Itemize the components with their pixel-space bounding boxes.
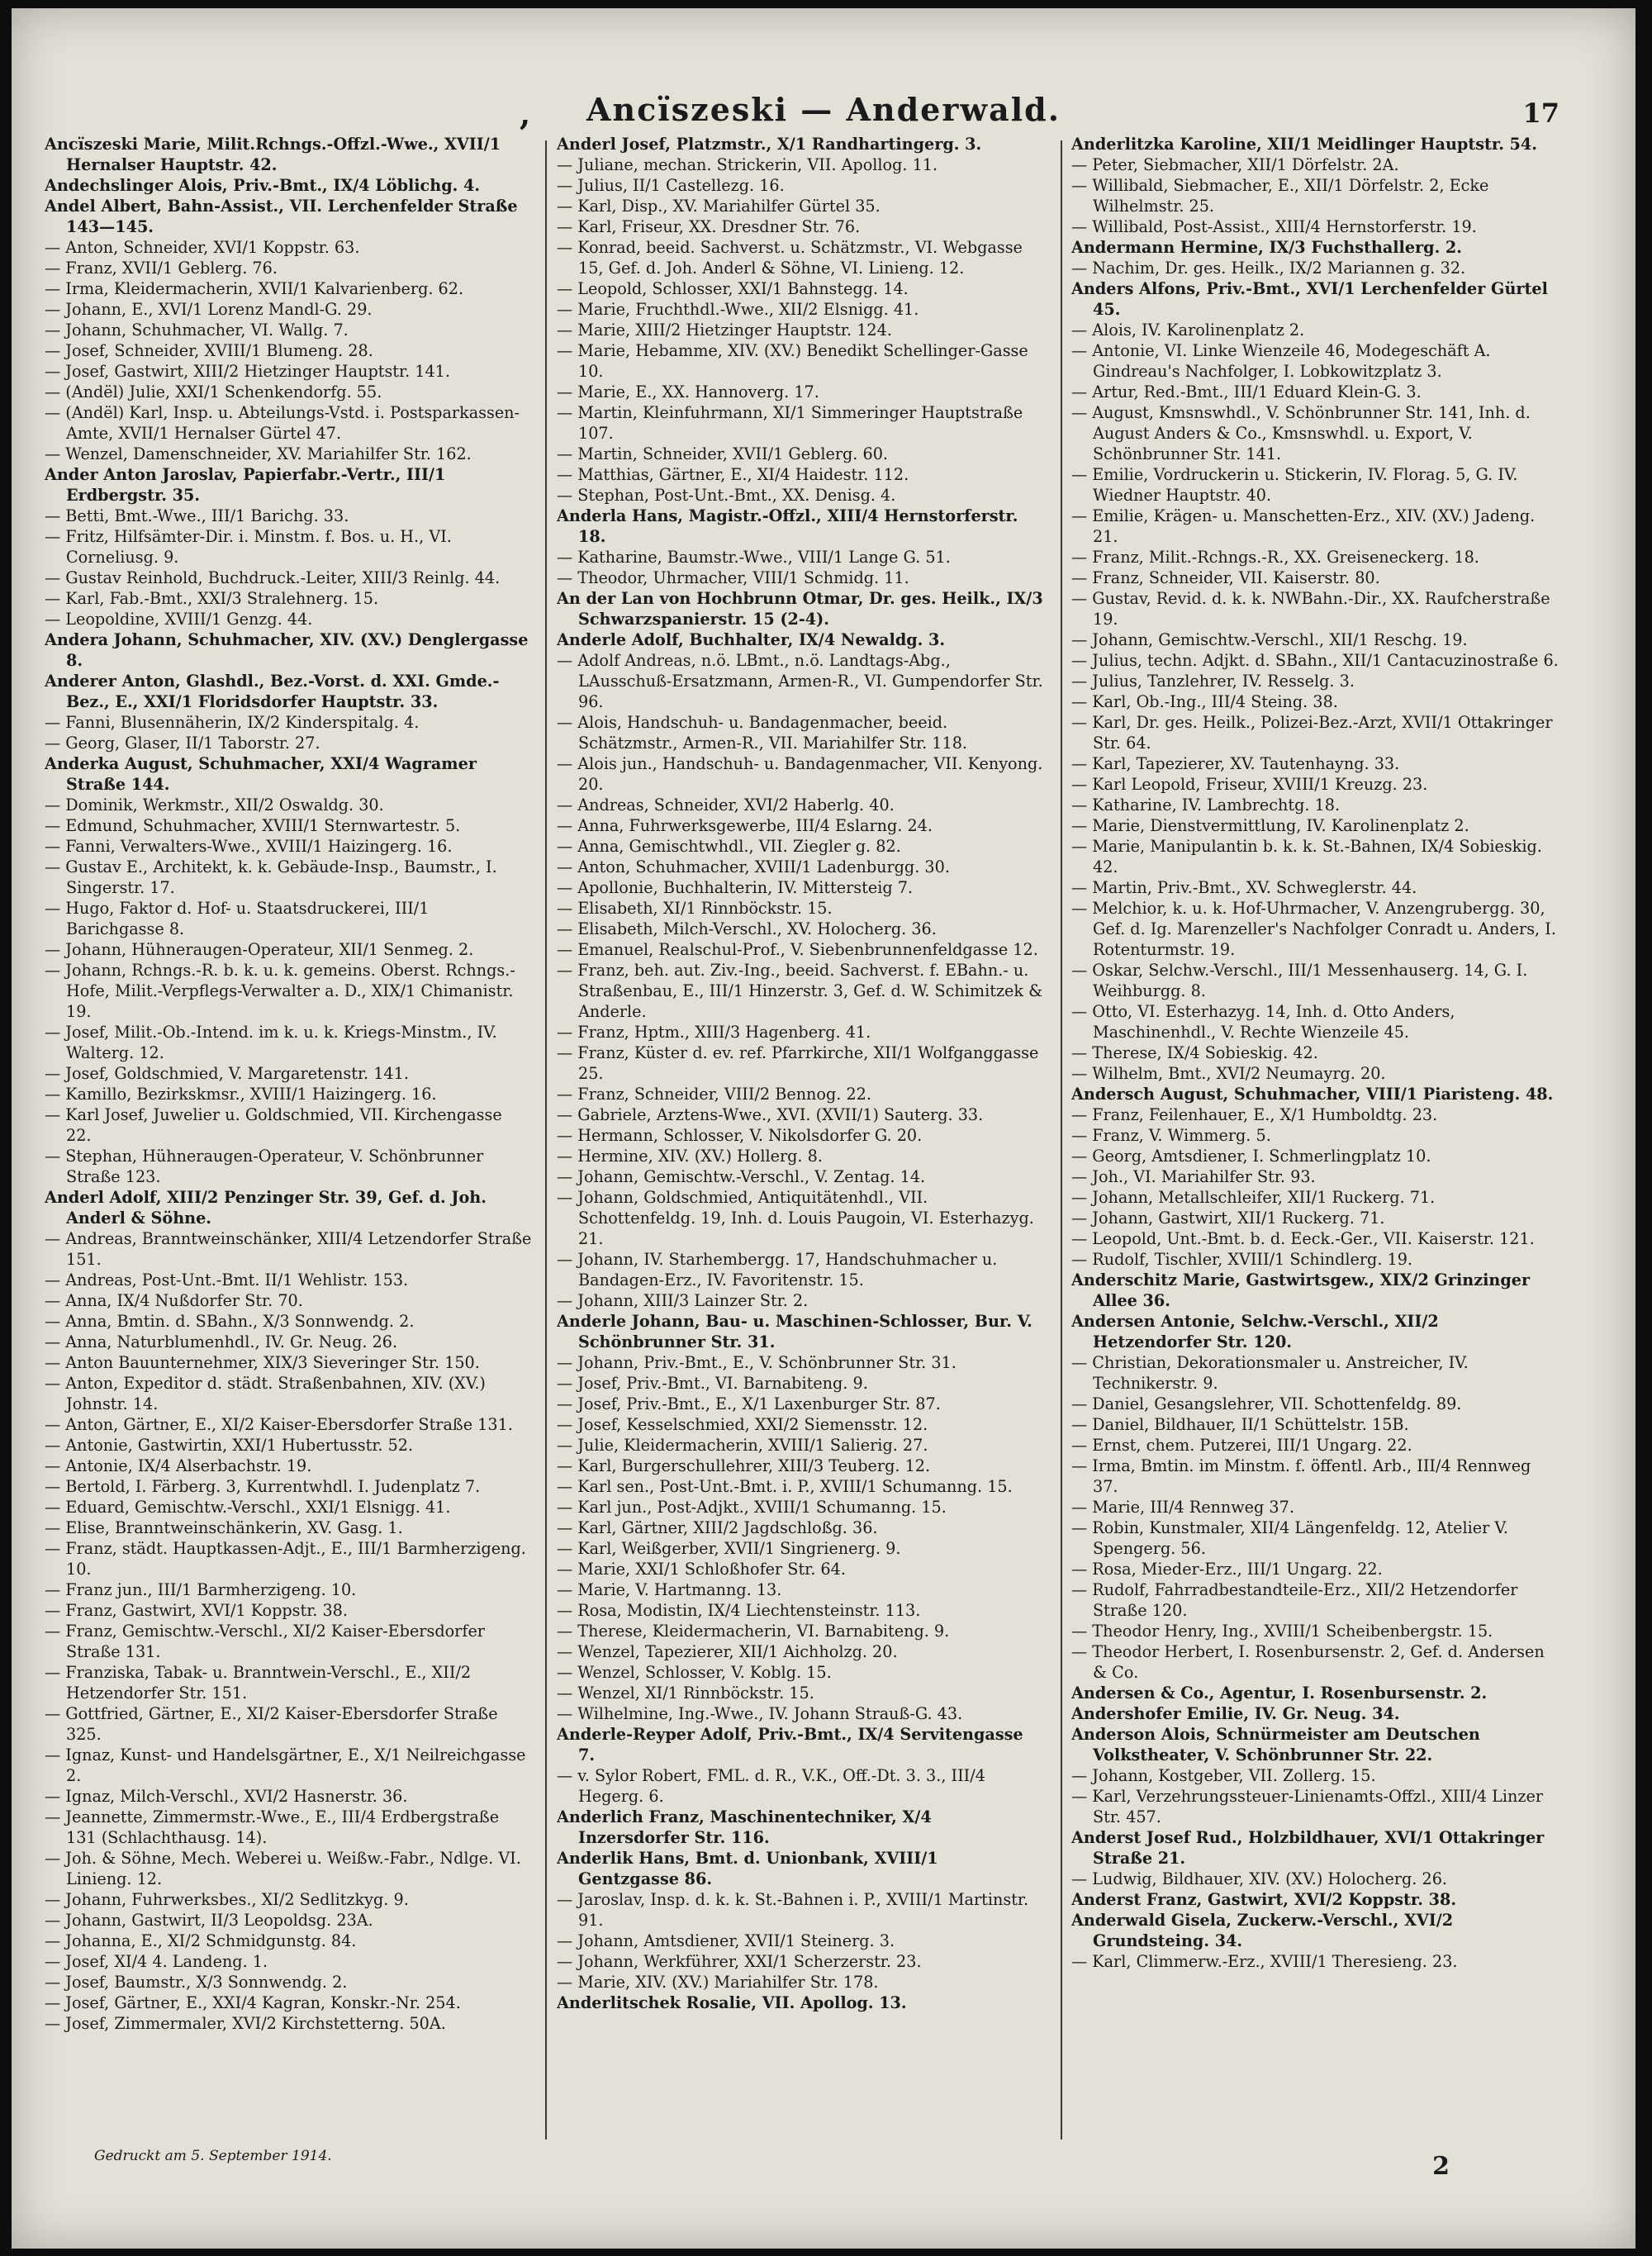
directory-subentry: — August, Kmsnswhdl., V. Schönbrunner Str. 141, Inh. d. August Anders & Co., Kmsnswhdl. u. Export, V. Schönbrunner Str. 141. <box>1071 403 1531 463</box>
directory-subentry: — Andreas, Branntweinschänker, XIII/4 Letzendorfer Straße 151. <box>45 1229 532 1269</box>
directory-subentry: — Marie, Fruchthdl.-Wwe., XII/2 Elsnigg. 41. <box>557 300 919 319</box>
directory-subentry: — Franz, beh. aut. Ziv.-Ing., beeid. Sachverst. f. EBahn.- u. Straßenbau, E., III/1 Hinzerstr. 3, Gef. d. W. Schimitzek & Anderle. <box>557 961 1043 1021</box>
directory-subentry: — Franziska, Tabak- u. Branntwein-Verschl., E., XII/2 Hetzendorfer Str. 151. <box>45 1663 472 1703</box>
directory-entry: Anderlitzka Karoline, XII/1 Meidlinger Hauptstr. 54. <box>1071 135 1537 154</box>
directory-subentry: — Franz, Küster d. ev. ref. Pfarrkirche, XII/1 Wolfganggasse 25. <box>557 1043 1039 1083</box>
directory-subentry: — Theodor Herbert, I. Rosenbursenstr. 2, Gef. d. Andersen & Co. <box>1071 1642 1545 1682</box>
directory-subentry: — Karl, Ob.-Ing., III/4 Steing. 38. <box>1071 692 1338 711</box>
directory-entry: Anders Alfons, Priv.-Bmt., XVI/1 Lerchenfelder Gürtel 45. <box>1071 279 1548 319</box>
directory-subentry: — Fanni, Verwalters-Wwe., XVIII/1 Haizingerg. 16. <box>45 837 453 856</box>
directory-subentry: — Josef, Goldschmied, V. Margaretenstr. 141. <box>45 1064 409 1083</box>
directory-subentry: — Marie, XXI/1 Schloßhofer Str. 64. <box>557 1560 846 1579</box>
directory-subentry: — Oskar, Selchw.-Verschl., III/1 Messenhauserg. 14, G. I. Weihburgg. 8. <box>1071 961 1528 1000</box>
directory-subentry: — Anton, Gärtner, E., XI/2 Kaiser-Ebersdorfer Straße 131. <box>45 1415 513 1434</box>
directory-column-1 <box>45 134 532 2149</box>
directory-subentry: — Anton, Expeditor d. städt. Straßenbahnen, XIV. (XV.) Johnstr. 14. <box>45 1374 486 1413</box>
directory-subentry: — Anna, Naturblumenhdl., IV. Gr. Neug. 26. <box>45 1332 398 1351</box>
directory-entry: Anderwald Gisela, Zuckerw.-Verschl., XVI/2 Grundsteing. 34. <box>1071 1911 1454 1950</box>
header-left-mark: , <box>520 95 531 132</box>
directory-subentry: — Hermann, Schlosser, V. Nikolsdorfer G. 20. <box>557 1126 923 1145</box>
directory-subentry: — Karl, Friseur, XX. Dresdner Str. 76. <box>557 217 861 236</box>
directory-subentry: — Jeannette, Zimmermstr.-Wwe., E., III/4 Erdbergstraße 131 (Schlachthausg. 14). <box>45 1807 500 1847</box>
directory-subentry: — Marie, Manipulantin b. k. k. St.-Bahnen, IX/4 Sobieskig. 42. <box>1071 837 1542 876</box>
directory-subentry: — Ernst, chem. Putzerei, III/1 Ungarg. 22. <box>1071 1436 1412 1455</box>
directory-subentry: — Otto, VI. Esterhazyg. 14, Inh. d. Otto Anders, Maschinenhdl., V. Rechte Wienzeile 45. <box>1071 1002 1455 1042</box>
directory-subentry: — Apollonie, Buchhalterin, IV. Mittersteig 7. <box>557 878 914 897</box>
directory-entry: Andechslinger Alois, Priv.-Bmt., IX/4 Löblichg. 4. <box>45 176 480 195</box>
directory-subentry: — Marie, Dienstvermittlung, IV. Karolinenplatz 2. <box>1071 816 1469 835</box>
directory-subentry: — Franz, Schneider, VII. Kaiserstr. 80. <box>1071 568 1380 587</box>
directory-subentry: — Irma, Kleidermacherin, XVII/1 Kalvarienberg. 62. <box>45 279 464 298</box>
directory-subentry: — Johanna, E., XI/2 Schmidgunstg. 84. <box>45 1931 357 1950</box>
directory-entry: An der Lan von Hochbrunn Otmar, Dr. ges. Heilk., IX/3 Schwarzspanierstr. 15 (2-4). <box>557 589 1043 629</box>
directory-entry: Andel Albert, Bahn-Assist., VII. Lerchenfelder Straße 143—145. <box>45 197 518 236</box>
directory-subentry: — Johann, Gemischtw.-Verschl., V. Zentag. 14. <box>557 1167 926 1186</box>
print-date: Gedruckt am 5. September 1914. <box>94 2148 332 2164</box>
directory-subentry: — Johann, Schuhmacher, VI. Wallg. 7. <box>45 321 349 340</box>
directory-entry: Ander Anton Jaroslav, Papierfabr.-Vertr., III/1 Erdbergstr. 35. <box>45 465 446 505</box>
directory-subentry: — Johann, Werkführer, XXI/1 Scherzerstr. 23. <box>557 1952 922 1971</box>
directory-subentry: — Eduard, Gemischtw.-Verschl., XXI/1 Elsnigg. 41. <box>45 1498 451 1517</box>
directory-subentry: — Wilhelmine, Ing.-Wwe., IV. Johann Strauß-G. 43. <box>557 1704 963 1723</box>
directory-subentry: — Stephan, Hühneraugen-Operateur, V. Schönbrunner Straße 123. <box>45 1147 484 1186</box>
column-divider <box>1061 140 1062 2140</box>
directory-subentry: — Karl, Disp., XV. Mariahilfer Gürtel 35. <box>557 197 881 216</box>
directory-entry: Anderl Adolf, XIII/2 Penzinger Str. 39, Gef. d. Joh. Anderl & Söhne. <box>45 1188 487 1228</box>
directory-subentry: — Jaroslav, Insp. d. k. k. St.-Bahnen i. P., XVIII/1 Martinstr. 91. <box>557 1890 1029 1930</box>
directory-subentry: — Johann, Hühneraugen-Operateur, XII/1 Senmeg. 2. <box>45 940 474 959</box>
directory-entry: Andermann Hermine, IX/3 Fuchsthallerg. 2. <box>1071 238 1462 257</box>
directory-subentry: — Josef, Baumstr., X/3 Sonnwendg. 2. <box>45 1973 348 1992</box>
directory-entry: Andershofer Emilie, IV. Gr. Neug. 34. <box>1071 1704 1400 1723</box>
directory-subentry: — Marie, XIV. (XV.) Mariahilfer Str. 178. <box>557 1973 879 1992</box>
directory-subentry: — Franz, Hptm., XIII/3 Hagenberg. 41. <box>557 1023 871 1042</box>
directory-subentry: — Daniel, Bildhauer, II/1 Schüttelstr. 15B. <box>1071 1415 1409 1434</box>
directory-entry: Andera Johann, Schuhmacher, XIV. (XV.) Denglergasse 8. <box>45 630 529 670</box>
directory-subentry: — Karl, Gärtner, XIII/2 Jagdschloßg. 36. <box>557 1518 878 1537</box>
directory-subentry: — Karl Josef, Juwelier u. Goldschmied, VII. Kirchengasse 22. <box>45 1105 502 1145</box>
directory-subentry: — Karl sen., Post-Unt.-Bmt. i. P., XVIII/1 Schumanng. 15. <box>557 1477 1013 1496</box>
directory-subentry: — Marie, Hebamme, XIV. (XV.) Benedikt Schellinger-Gasse 10. <box>557 341 1028 381</box>
directory-entry: Anderle Johann, Bau- u. Maschinen-Schlosser, Bur. V. Schönbrunner Str. 31. <box>557 1312 1032 1351</box>
directory-subentry: — Peter, Siebmacher, XII/1 Dörfelstr. 2A. <box>1071 155 1399 174</box>
directory-subentry: — Theodor Henry, Ing., XVIII/1 Scheibenbergstr. 15. <box>1071 1622 1493 1641</box>
directory-subentry: — Leopold, Unt.-Bmt. b. d. Eeck.-Ger., VII. Kaiserstr. 121. <box>1071 1229 1535 1248</box>
directory-subentry: — Julius, techn. Adjkt. d. SBahn., XII/1 Cantacuzinostraße 6. <box>1071 651 1559 670</box>
directory-subentry: — Robin, Kunstmaler, XII/4 Längenfeldg. 12, Atelier V. Spengerg. 56. <box>1071 1518 1509 1558</box>
directory-subentry: — Franz, Schneider, VIII/2 Bennog. 22. <box>557 1085 871 1104</box>
directory-subentry: — Willibald, Siebmacher, E., XII/1 Dörfelstr. 2, Ecke Wilhelmstr. 25. <box>1071 176 1489 216</box>
directory-subentry: — Johann, Goldschmied, Antiquitätenhdl., VII. Schottenfeldg. 19, Inh. d. Louis Paugoin, VI. Esterhazyg. 21. <box>557 1188 1034 1248</box>
directory-entry: Anderson Alois, Schnürmeister am Deutschen Volkstheater, V. Schönbrunner Str. 22. <box>1071 1725 1480 1764</box>
directory-subentry: — Konrad, beeid. Sachverst. u. Schätzmstr., VI. Webgasse 15, Gef. d. Joh. Anderl & Söhne, VI. Linieng. 12. <box>557 238 1023 278</box>
directory-entry: Andersen Antonie, Selchw.-Verschl., XII/2 Hetzendorfer Str. 120. <box>1071 1312 1439 1351</box>
directory-subentry: — Ludwig, Bildhauer, XIV. (XV.) Holocherg. 26. <box>1071 1869 1448 1888</box>
directory-subentry: — Theodor, Uhrmacher, VIII/1 Schmidg. 11. <box>557 568 909 587</box>
directory-subentry: — Johann, Amtsdiener, XVII/1 Steinerg. 3. <box>557 1931 895 1950</box>
directory-subentry: — Kamillo, Bezirkskmsr., XVIII/1 Haizingerg. 16. <box>45 1085 437 1104</box>
directory-subentry: — Andreas, Post-Unt.-Bmt. II/1 Wehlistr. 153. <box>45 1270 409 1289</box>
directory-subentry: — Fanni, Blusennäherin, IX/2 Kinderspitalg. 4. <box>45 713 420 732</box>
directory-subentry: — Johann, XIII/3 Lainzer Str. 2. <box>557 1291 809 1310</box>
directory-subentry: — Wenzel, Damenschneider, XV. Mariahilfer Str. 162. <box>45 444 472 463</box>
directory-subentry: — Alois jun., Handschuh- u. Bandagenmacher, VII. Kenyong. 20. <box>557 754 1043 794</box>
directory-entry: Anderlik Hans, Bmt. d. Unionbank, XVIII/1 Gentzgasse 86. <box>557 1849 938 1888</box>
directory-entry: Anderst Franz, Gastwirt, XVI/2 Koppstr. 38. <box>1071 1890 1456 1909</box>
directory-subentry: — Josef, Milit.-Ob.-Intend. im k. u. k. Kriegs-Minstm., IV. Walterg. 12. <box>45 1023 497 1062</box>
directory-subentry: — Fritz, Hilfsämter-Dir. i. Minstm. f. Bos. u. H., VI. Corneliusg. 9. <box>45 527 452 567</box>
directory-subentry: — Josef, Priv.-Bmt., VI. Barnabiteng. 9. <box>557 1374 868 1393</box>
directory-subentry: — Franz jun., III/1 Barmherzigeng. 10. <box>45 1580 357 1599</box>
directory-subentry: — Andreas, Schneider, XVI/2 Haberlg. 40. <box>557 796 895 815</box>
directory-subentry: — Johann, Gastwirt, XII/1 Ruckerg. 71. <box>1071 1209 1385 1228</box>
directory-subentry: — Martin, Kleinfuhrmann, XI/1 Simmeringer Hauptstraße 107. <box>557 403 1023 443</box>
directory-subentry: — Franz, XVII/1 Geblerg. 76. <box>45 259 278 278</box>
directory-subentry: — Martin, Schneider, XVII/1 Geblerg. 60. <box>557 444 889 463</box>
directory-subentry: — Johann, Gemischtw.-Verschl., XII/1 Reschg. 19. <box>1071 630 1468 649</box>
directory-subentry: — Dominik, Werkmstr., XII/2 Oswaldg. 30. <box>45 796 384 815</box>
directory-subentry: — Anna, Fuhrwerksgewerbe, III/4 Eslarng. 24. <box>557 816 933 835</box>
directory-subentry: — Julius, Tanzlehrer, IV. Resselg. 3. <box>1071 672 1355 691</box>
directory-subentry: — Josef, Gastwirt, XIII/2 Hietzinger Hauptstr. 141. <box>45 362 450 381</box>
directory-subentry: — Edmund, Schuhmacher, XVIII/1 Sternwartestr. 5. <box>45 816 461 835</box>
directory-subentry: — Franz, städt. Hauptkassen-Adjt., E., III/1 Barmherzigeng. 10. <box>45 1539 526 1579</box>
directory-subentry: — Gustav Reinhold, Buchdruck.-Leiter, XIII/3 Reinlg. 44. <box>45 568 501 587</box>
directory-subentry: — Georg, Amtsdiener, I. Schmerlingplatz 10. <box>1071 1147 1431 1166</box>
directory-subentry: — Ignaz, Milch-Verschl., XVI/2 Hasnerstr. 36. <box>45 1787 408 1806</box>
directory-subentry: — (Andël) Julie, XXI/1 Schenkendorfg. 55. <box>45 382 382 401</box>
directory-subentry: — Anton, Schneider, XVI/1 Koppstr. 63. <box>45 238 360 257</box>
directory-subentry: — Johann, Kostgeber, VII. Zollerg. 15. <box>1071 1766 1376 1785</box>
directory-subentry: — Therese, Kleidermacherin, VI. Barnabiteng. 9. <box>557 1622 950 1641</box>
directory-entry: Andersen & Co., Agentur, I. Rosenbursenstr. 2. <box>1071 1684 1488 1703</box>
directory-subentry: — Julius, II/1 Castellezg. 16. <box>557 176 785 195</box>
directory-subentry: — Wenzel, Schlosser, V. Koblg. 15. <box>557 1663 832 1682</box>
directory-subentry: — Johann, Metallschleifer, XII/1 Ruckerg. 71. <box>1071 1188 1436 1207</box>
directory-subentry: — Gustav E., Architekt, k. k. Gebäude-Insp., Baumstr., I. Singerstr. 17. <box>45 857 497 897</box>
directory-subentry: — (Andël) Karl, Insp. u. Abteilungs-Vstd. i. Postsparkassen-Amte, XVII/1 Hernalser Gürtel 47. <box>45 403 520 443</box>
page-title: Ancïszeski — Anderwald. <box>586 91 1061 128</box>
directory-subentry: — Johann, Gastwirt, II/3 Leopoldsg. 23A. <box>45 1911 373 1930</box>
directory-subentry: — Franz, Gastwirt, XVI/1 Koppstr. 38. <box>45 1601 348 1620</box>
directory-subentry: — Emanuel, Realschul-Prof., V. Siebenbrunnenfeldgasse 12. <box>557 940 1038 959</box>
directory-subentry: — Antonie, IX/4 Alserbachstr. 19. <box>45 1456 312 1475</box>
directory-subentry: — Karl, Verzehrungssteuer-Linienamts-Offzl., XIII/4 Linzer Str. 457. <box>1071 1787 1544 1826</box>
directory-subentry: — Josef, Schneider, XVIII/1 Blumeng. 28. <box>45 341 373 360</box>
directory-subentry: — Bertold, I. Färberg. 3, Kurrentwhdl. I. Judenplatz 7. <box>45 1477 481 1496</box>
directory-subentry: — Juliane, mechan. Strickerin, VII. Apollog. 11. <box>557 155 938 174</box>
directory-subentry: — Marie, III/4 Rennweg 37. <box>1071 1498 1294 1517</box>
directory-subentry: — Karl, Fab.-Bmt., XXI/3 Stralehnerg. 15. <box>45 589 379 608</box>
directory-subentry: — Katharine, Baumstr.-Wwe., VIII/1 Lange G. 51. <box>557 548 951 567</box>
directory-entry: Anderlitschek Rosalie, VII. Apollog. 13. <box>557 1993 907 2012</box>
directory-subentry: — Alois, IV. Karolinenplatz 2. <box>1071 321 1305 340</box>
directory-subentry: — Artur, Red.-Bmt., III/1 Eduard Klein-G. 3. <box>1071 382 1422 401</box>
directory-subentry: — Stephan, Post-Unt.-Bmt., XX. Denisg. 4. <box>557 486 896 505</box>
directory-subentry: — Hermine, XIV. (XV.) Hollerg. 8. <box>557 1147 823 1166</box>
directory-subentry: — Karl, Dr. ges. Heilk., Polizei-Bez.-Arzt, XVII/1 Ottakringer Str. 64. <box>1071 713 1553 753</box>
directory-subentry: — Franz, Milit.-Rchngs.-R., XX. Greiseneckerg. 18. <box>1071 548 1479 567</box>
directory-subentry: — Gottfried, Gärtner, E., XI/2 Kaiser-Ebersdorfer Straße 325. <box>45 1704 498 1744</box>
directory-column-2 <box>557 134 1044 2149</box>
directory-subentry: — Karl, Burgerschullehrer, XIII/3 Teuberg. 12. <box>557 1456 931 1475</box>
directory-subentry: — Ignaz, Kunst- und Handelsgärtner, E., X/1 Neilreichgasse 2. <box>45 1745 526 1785</box>
directory-subentry: — Therese, IX/4 Sobieskig. 42. <box>1071 1043 1318 1062</box>
directory-subentry: — Elisabeth, XI/1 Rinnböckstr. 15. <box>557 899 833 918</box>
directory-page <box>12 8 1635 2249</box>
directory-subentry: — Franz, Gemischtw.-Verschl., XI/2 Kaiser-Ebersdorfer Straße 131. <box>45 1622 485 1661</box>
page-number: 17 <box>1522 97 1559 129</box>
directory-entry: Anderst Josef Rud., Holzbildhauer, XVI/1 Ottakringer Straße 21. <box>1071 1828 1545 1868</box>
directory-subentry: — Karl, Weißgerber, XVII/1 Singrienerg. 9. <box>557 1539 901 1558</box>
directory-subentry: — Emilie, Krägen- u. Manschetten-Erz., XIV. (XV.) Jadeng. 21. <box>1071 506 1536 546</box>
directory-subentry: — Rudolf, Tischler, XVIII/1 Schindlerg. 19. <box>1071 1250 1413 1269</box>
directory-subentry: — Alois, Handschuh- u. Bandagenmacher, beeid. Schätzmstr., Armen-R., VII. Mariahilfer Str. 118. <box>557 713 968 753</box>
directory-subentry: — v. Sylor Robert, FML. d. R., V.K., Off.-Dt. 3. 3., III/4 Hegerg. 6. <box>557 1766 985 1806</box>
directory-subentry: — Rosa, Mieder-Erz., III/1 Ungarg. 22. <box>1071 1560 1383 1579</box>
directory-subentry: — Karl jun., Post-Adjkt., XVIII/1 Schumanng. 15. <box>557 1498 947 1517</box>
directory-subentry: — Anna, Bmtin. d. SBahn., X/3 Sonnwendg. 2. <box>45 1312 415 1331</box>
directory-subentry: — Marie, E., XX. Hannoverg. 17. <box>557 382 819 401</box>
directory-subentry: — Melchior, k. u. k. Hof-Uhrmacher, V. Anzengrubergg. 30, Gef. d. Ig. Marenzeller's Nachfolger Conradt u. Anders, I. Rotenturmstr. 19. <box>1071 899 1556 959</box>
directory-subentry: — Karl Leopold, Friseur, XVIII/1 Kreuzg. 23. <box>1071 775 1428 794</box>
directory-subentry: — Joh., VI. Mariahilfer Str. 93. <box>1071 1167 1316 1186</box>
directory-entry: Anderer Anton, Glashdl., Bez.-Vorst. d. XXI. Gmde.-Bez., E., XXI/1 Floridsdorfer Hauptstr. 33. <box>45 672 500 711</box>
directory-subentry: — Wilhelm, Bmt., XVI/2 Neumayrg. 20. <box>1071 1064 1386 1083</box>
directory-subentry: — Johann, IV. Starhembergg. 17, Handschuhmacher u. Bandagen-Erz., IV. Favoritenstr. 15. <box>557 1250 998 1289</box>
directory-subentry: — Antonie, VI. Linke Wienzeile 46, Modegeschäft A. Gindreau's Nachfolger, I. Lobkowitzplatz 3. <box>1071 341 1491 381</box>
column-divider <box>545 140 547 2140</box>
directory-subentry: — Franz, V. Wimmerg. 5. <box>1071 1126 1271 1145</box>
directory-subentry: — Georg, Glaser, II/1 Taborstr. 27. <box>45 734 320 753</box>
directory-subentry: — Wenzel, XI/1 Rinnböckstr. 15. <box>557 1684 814 1703</box>
directory-subentry: — Julie, Kleidermacherin, XVIII/1 Salierig. 27. <box>557 1436 928 1455</box>
directory-subentry: — Martin, Priv.-Bmt., XV. Schweglerstr. 44. <box>1071 878 1417 897</box>
directory-entry: Anderl Josef, Platzmstr., X/1 Randhartingerg. 3. <box>557 135 982 154</box>
directory-entry: Ancïszeski Marie, Milit.Rchngs.-Offzl.-Wwe., XVII/1 Hernalser Hauptstr. 42. <box>45 135 501 174</box>
directory-subentry: — Joh. & Söhne, Mech. Weberei u. Weißw.-Fabr., Ndlge. VI. Linieng. 12. <box>45 1849 521 1888</box>
directory-entry: Anderle-Reyper Adolf, Priv.-Bmt., IX/4 Servitengasse 7. <box>557 1725 1023 1764</box>
directory-subentry: — Josef, Priv.-Bmt., E., X/1 Laxenburger Str. 87. <box>557 1394 941 1413</box>
directory-entry: Anderle Adolf, Buchhalter, IX/4 Newaldg. 3. <box>557 630 946 649</box>
directory-entry: Anderlich Franz, Maschinentechniker, X/4 Inzersdorfer Str. 116. <box>557 1807 932 1847</box>
directory-subentry: — Daniel, Gesangslehrer, VII. Schottenfeldg. 89. <box>1071 1394 1462 1413</box>
directory-subentry: — Christian, Dekorationsmaler u. Anstreicher, IV. Technikerstr. 9. <box>1071 1353 1469 1393</box>
directory-subentry: — Karl, Climmerw.-Erz., XVIII/1 Theresieng. 23. <box>1071 1952 1458 1971</box>
directory-subentry: — Marie, XIII/2 Hietzinger Hauptstr. 124. <box>557 321 892 340</box>
directory-subentry: — Gustav, Revid. d. k. k. NWBahn.-Dir., XX. Raufcherstraße 19. <box>1071 589 1550 629</box>
directory-entry: Anderschitz Marie, Gastwirtsgew., XIX/2 Grinzinger Allee 36. <box>1071 1270 1531 1310</box>
directory-subentry: — Rosa, Modistin, IX/4 Liechtensteinstr. 113. <box>557 1601 921 1620</box>
directory-subentry: — Josef, Gärtner, E., XXI/4 Kagran, Konskr.-Nr. 254. <box>45 1993 461 2012</box>
directory-entry: Andersch August, Schuhmacher, VIII/1 Piaristeng. 48. <box>1071 1085 1554 1104</box>
directory-subentry: — Irma, Bmtin. im Minstm. f. öffentl. Arb., III/4 Rennweg 37. <box>1071 1456 1531 1496</box>
directory-subentry: — Anton Bauunternehmer, XIX/3 Sieveringer Str. 150. <box>45 1353 480 1372</box>
directory-subentry: — Anton, Schuhmacher, XVIII/1 Ladenburgg. 30. <box>557 857 950 876</box>
directory-column-3 <box>1071 134 1559 2149</box>
directory-subentry: — Hugo, Faktor d. Hof- u. Staatsdruckerei, III/1 Barichgasse 8. <box>45 899 430 938</box>
directory-subentry: — Leopold, Schlosser, XXI/1 Bahnstegg. 14. <box>557 279 909 298</box>
directory-subentry: — Josef, Zimmermaler, XVI/2 Kirchstetterng. 50A. <box>45 2014 446 2033</box>
directory-subentry: — Anna, Gemischtwhdl., VII. Ziegler g. 82. <box>557 837 901 856</box>
directory-subentry: — Gabriele, Arztens-Wwe., XVI. (XVII/1) Sauterg. 33. <box>557 1105 984 1124</box>
sheet-number: 2 <box>1432 2152 1450 2181</box>
directory-subentry: — Anna, IX/4 Nußdorfer Str. 70. <box>45 1291 303 1310</box>
directory-entry: Anderla Hans, Magistr.-Offzl., XIII/4 Hernstorferstr. 18. <box>557 506 1018 546</box>
directory-subentry: — Johann, Fuhrwerksbes., XI/2 Sedlitzkyg. 9. <box>45 1890 409 1909</box>
directory-subentry: — Leopoldine, XVIII/1 Genzg. 44. <box>45 610 313 629</box>
directory-subentry: — Matthias, Gärtner, E., XI/4 Haidestr. 112. <box>557 465 909 484</box>
directory-subentry: — Adolf Andreas, n.ö. LBmt., n.ö. Landtags-Abg., LAusschuß-Ersatzmann, Armen-R., VI. Gumpendorfer Str. 96. <box>557 651 1043 711</box>
directory-subentry: — Josef, XI/4 4. Landeng. 1. <box>45 1952 268 1971</box>
directory-subentry: — Nachim, Dr. ges. Heilk., IX/2 Mariannen g. 32. <box>1071 259 1466 278</box>
directory-subentry: — Johann, Rchngs.-R. b. k. u. k. gemeins. Oberst. Rchngs.-Hofe, Milit.-Verpflegs-Verwalter a. D., XIX/1 Chimanistr. 19. <box>45 961 515 1021</box>
directory-subentry: — Karl, Tapezierer, XV. Tautenhayng. 33. <box>1071 754 1400 773</box>
directory-subentry: — Antonie, Gastwirtin, XXI/1 Hubertusstr. 52. <box>45 1436 414 1455</box>
directory-subentry: — Franz, Feilenhauer, E., X/1 Humboldtg. 23. <box>1071 1105 1438 1124</box>
directory-subentry: — Katharine, IV. Lambrechtg. 18. <box>1071 796 1341 815</box>
directory-subentry: — Elisabeth, Milch-Verschl., XV. Holocherg. 36. <box>557 919 937 938</box>
directory-subentry: — Marie, V. Hartmanng. 13. <box>557 1580 782 1599</box>
directory-entry: Anderka August, Schuhmacher, XXI/4 Wagramer Straße 144. <box>45 754 477 794</box>
directory-subentry: — Willibald, Post-Assist., XIII/4 Hernstorferstr. 19. <box>1071 217 1477 236</box>
directory-subentry: — Johann, Priv.-Bmt., E., V. Schönbrunner Str. 31. <box>557 1353 957 1372</box>
directory-subentry: — Betti, Bmt.-Wwe., III/1 Barichg. 33. <box>45 506 349 525</box>
directory-subentry: — Rudolf, Fahrradbestandteile-Erz., XII/2 Hetzendorfer Straße 120. <box>1071 1580 1518 1620</box>
directory-subentry: — Elise, Branntweinschänkerin, XV. Gasg. 1. <box>45 1518 403 1537</box>
directory-subentry: — Emilie, Vordruckerin u. Stickerin, IV. Florag. 5, G. IV. Wiedner Hauptstr. 40. <box>1071 465 1518 505</box>
directory-subentry: — Josef, Kesselschmied, XXI/2 Siemensstr. 12. <box>557 1415 928 1434</box>
directory-subentry: — Wenzel, Tapezierer, XII/1 Aichholzg. 20. <box>557 1642 898 1661</box>
directory-subentry: — Johann, E., XVI/1 Lorenz Mandl-G. 29. <box>45 300 373 319</box>
